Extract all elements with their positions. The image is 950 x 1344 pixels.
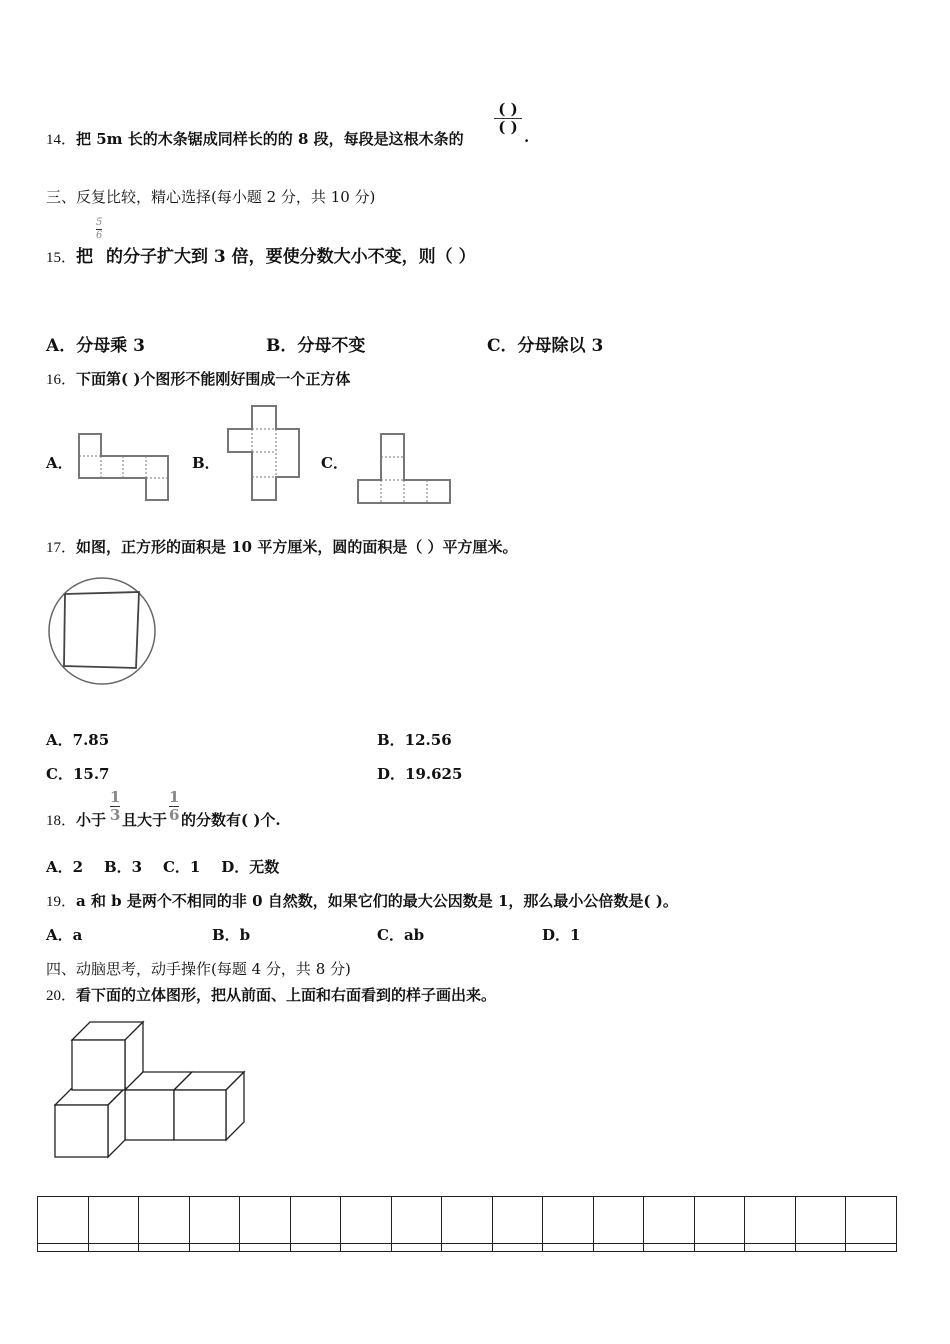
grid-cell[interactable] bbox=[543, 1197, 594, 1244]
grid-cell[interactable] bbox=[139, 1197, 190, 1244]
grid-cell[interactable] bbox=[290, 1197, 341, 1244]
question-text: 看下面的立体图形，把从前面、上面和右面看到的样子画出来。 bbox=[76, 986, 497, 1004]
question-number: 14． bbox=[46, 132, 77, 148]
grid-cell[interactable] bbox=[492, 1244, 543, 1252]
grid-cell[interactable] bbox=[492, 1197, 543, 1244]
grid-cell[interactable] bbox=[139, 1244, 190, 1252]
grid-cell[interactable] bbox=[38, 1244, 89, 1252]
question-number: 18． bbox=[46, 813, 77, 829]
cube-net-c bbox=[358, 434, 450, 503]
fraction-one-sixth bbox=[169, 790, 179, 823]
fraction-denominator: 6 bbox=[96, 230, 103, 241]
answer-grid bbox=[37, 1196, 897, 1252]
question-14-end: . bbox=[524, 128, 530, 146]
grid-row bbox=[38, 1244, 897, 1252]
grid-cell[interactable] bbox=[593, 1244, 644, 1252]
option-c[interactable]: C．ab bbox=[377, 926, 425, 944]
grid-cell[interactable] bbox=[846, 1244, 897, 1252]
grid-cell[interactable] bbox=[543, 1244, 594, 1252]
grid-cell[interactable] bbox=[644, 1197, 695, 1244]
cube-net-a bbox=[79, 434, 168, 500]
grid-cell[interactable] bbox=[341, 1197, 392, 1244]
grid-cell[interactable] bbox=[240, 1197, 291, 1244]
grid-cell[interactable] bbox=[189, 1244, 240, 1252]
section-3-title: 三、反复比较，精心选择(每小题 2 分，共 10 分) bbox=[46, 188, 376, 206]
option-a[interactable]: A．a bbox=[46, 926, 83, 944]
grid-cell[interactable] bbox=[189, 1197, 240, 1244]
option-a-label[interactable]: A． bbox=[46, 454, 73, 472]
question-number: 17． bbox=[46, 540, 77, 556]
cube-net-b bbox=[228, 406, 299, 500]
grid-cell[interactable] bbox=[88, 1244, 139, 1252]
grid-cell[interactable] bbox=[795, 1244, 846, 1252]
option-b[interactable]: B．12.56 bbox=[377, 731, 452, 749]
circle-square-figure bbox=[49, 578, 155, 684]
question-18-options[interactable]: A．2 B．3 C．1 D．无数 bbox=[46, 858, 280, 876]
inscribed-square bbox=[64, 592, 139, 668]
question-text: 把 5m 长的木条锯成同样长的的 8 段，每段是这根木条的 bbox=[76, 130, 464, 148]
grid-cell[interactable] bbox=[644, 1244, 695, 1252]
question-number: 16． bbox=[46, 372, 77, 388]
question-20 bbox=[46, 984, 496, 1005]
question-text: a 和 b 是两个不相同的非 0 自然数，如果它们的最大公因数是 1，那么最小公倍数是( )。 bbox=[76, 892, 678, 910]
grid-cell[interactable] bbox=[38, 1197, 89, 1244]
grid-cell[interactable] bbox=[391, 1244, 442, 1252]
grid-cell[interactable] bbox=[745, 1244, 796, 1252]
grid-cell[interactable] bbox=[593, 1197, 644, 1244]
option-b[interactable]: B．分母不变 bbox=[266, 336, 366, 356]
grid-cell[interactable] bbox=[795, 1197, 846, 1244]
question-18-post: 的分数有( )个. bbox=[181, 811, 281, 829]
grid-cell[interactable] bbox=[88, 1197, 139, 1244]
grid-cell[interactable] bbox=[846, 1197, 897, 1244]
fraction-numerator: 1 bbox=[169, 788, 180, 806]
grid-cell[interactable] bbox=[694, 1197, 745, 1244]
question-15-text: 的分子扩大到 3 倍，要使分数大小不变，则（ ） bbox=[106, 247, 476, 267]
fraction-one-third bbox=[110, 790, 120, 823]
option-c-label[interactable]: C． bbox=[321, 454, 348, 472]
fraction-denominator: 3 bbox=[110, 806, 121, 824]
option-d[interactable]: D．1 bbox=[542, 926, 581, 944]
question-18 bbox=[46, 809, 106, 830]
question-17 bbox=[46, 536, 518, 557]
option-a[interactable]: A．分母乘 3 bbox=[46, 336, 145, 356]
grid-cell[interactable] bbox=[694, 1244, 745, 1252]
grid-cell[interactable] bbox=[442, 1244, 493, 1252]
grid-cell[interactable] bbox=[341, 1244, 392, 1252]
option-a[interactable]: A．7.85 bbox=[46, 731, 110, 749]
grid-cell[interactable] bbox=[745, 1197, 796, 1244]
option-b-label[interactable]: B． bbox=[192, 454, 220, 472]
fraction-numerator: 5 bbox=[96, 217, 103, 228]
fraction-denominator: 6 bbox=[169, 806, 180, 824]
grid-cell[interactable] bbox=[391, 1197, 442, 1244]
grid-cell[interactable] bbox=[442, 1197, 493, 1244]
question-number: 15． bbox=[46, 250, 77, 266]
option-c[interactable]: C．分母除以 3 bbox=[487, 336, 604, 356]
cube-stack-figure bbox=[55, 1022, 244, 1157]
option-b[interactable]: B．b bbox=[212, 926, 251, 944]
section-4-title: 四、动脑思考，动手操作(每题 4 分，共 8 分) bbox=[46, 960, 351, 978]
fraction-numerator: 1 bbox=[110, 788, 121, 806]
question-text: 如图，正方形的面积是 10 平方厘米，圆的面积是（ ）平方厘米。 bbox=[76, 538, 518, 556]
fraction-denominator: ( ) bbox=[498, 118, 518, 136]
fraction-numerator: ( ) bbox=[498, 100, 518, 118]
grid-cell[interactable] bbox=[290, 1244, 341, 1252]
question-number: 19． bbox=[46, 894, 77, 910]
option-d[interactable]: D．19.625 bbox=[377, 765, 463, 783]
grid-cell[interactable] bbox=[240, 1244, 291, 1252]
question-text: 下面第( )个图形不能刚好围成一个正方体 bbox=[76, 370, 351, 388]
question-pre: 小于 bbox=[76, 811, 107, 829]
option-c[interactable]: C．15.7 bbox=[46, 765, 110, 783]
question-19 bbox=[46, 890, 678, 911]
grid-row bbox=[38, 1197, 897, 1244]
question-18-mid: 且大于 bbox=[122, 811, 168, 829]
question-pre: 把 bbox=[76, 247, 94, 267]
question-number: 20． bbox=[46, 988, 77, 1004]
